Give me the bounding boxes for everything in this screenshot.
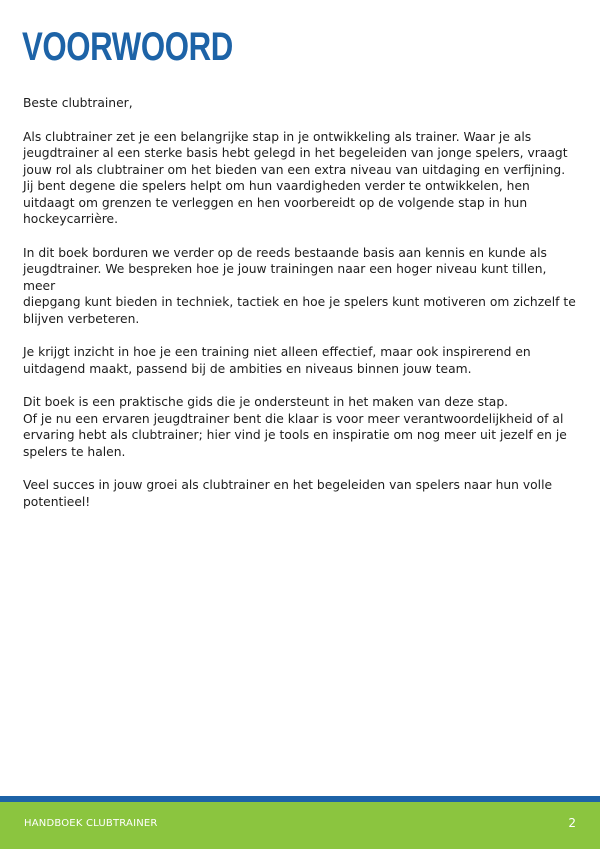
- paragraph-insight: [23, 344, 579, 377]
- page-number: 2: [568, 816, 576, 830]
- paragraph-closing: [23, 477, 579, 510]
- text-line: Jij bent degene die spelers helpt om hun vaardigheden verder te ontwikkelen, hen: [23, 179, 530, 193]
- text-line: ervaring hebt als clubtrainer; hier vind je tools en inspiratie om nog meer uit jezelf en je: [23, 428, 567, 442]
- paragraph-book-content: [23, 245, 579, 328]
- body-text: [23, 95, 579, 527]
- text-line: hockeycarrière.: [23, 212, 119, 226]
- paragraph-guide: [23, 394, 579, 460]
- page-title: VOORWOORD: [22, 25, 233, 69]
- text-line: In dit boek borduren we verder op de reeds bestaande basis aan kennis en kunde als: [23, 245, 547, 260]
- paragraph-intro: [23, 129, 579, 228]
- text-line: diepgang kunt bieden in techniek, tactiek en hoe je spelers kunt motiveren om zichzelf te: [23, 295, 576, 309]
- text-line: Je krijgt inzicht in hoe je een training niet alleen effectief, maar ook inspirerend en: [23, 345, 531, 359]
- text-line: uitdagend maakt, passend bij de ambities en niveaus binnen jouw team.: [23, 361, 472, 376]
- text-line: jeugdtrainer. We bespreken hoe je jouw trainingen naar een hoger niveau kunt tillen, meer: [23, 262, 547, 293]
- text-line: blijven verbeteren.: [23, 311, 140, 326]
- footer-label: HANDBOEK CLUBTRAINER: [24, 818, 158, 829]
- text-line: Als clubtrainer zet je een belangrijke stap in je ontwikkeling als trainer. Waar je als: [23, 129, 532, 144]
- page-footer: [0, 796, 600, 849]
- text-line: jouw rol als clubtrainer om het bieden van een extra niveau van uitdaging en verfijning.: [23, 162, 566, 177]
- text-line: Of je nu een ervaren jeugdtrainer bent die klaar is voor meer verantwoordelijkheid of al: [23, 411, 564, 426]
- text-line: spelers te halen.: [23, 444, 126, 459]
- text-line: Veel succes in jouw groei als clubtrainer en het begeleiden van spelers naar hun volle: [23, 478, 553, 492]
- text-line: Beste clubtrainer,: [23, 96, 133, 110]
- text-line: uitdaagt om grenzen te verleggen en hen voorbereidt op de volgende stap in hun: [23, 195, 528, 210]
- text-line: potentieel!: [23, 494, 91, 509]
- text-line: Dit boek is een praktische gids die je ondersteunt in het maken van deze stap.: [23, 395, 509, 409]
- text-line: jeugdtrainer al een sterke basis hebt gelegd in het begeleiden van jonge spelers, vraagt: [23, 146, 568, 160]
- paragraph-greeting: [23, 95, 579, 112]
